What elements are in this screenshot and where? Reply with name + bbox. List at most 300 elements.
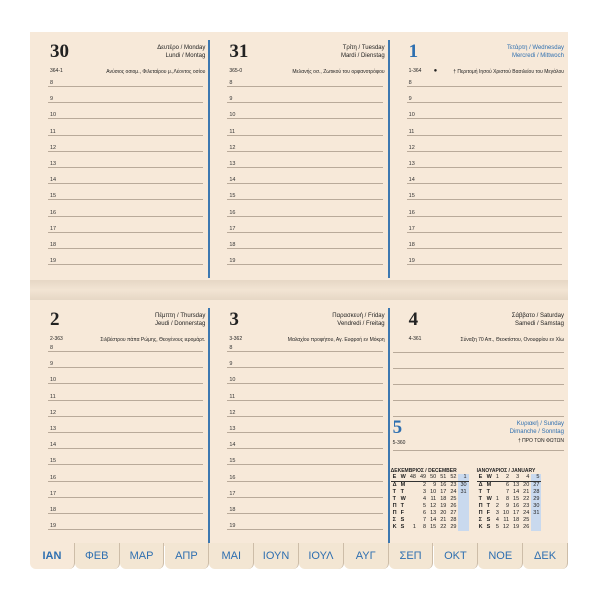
hour-label: 15 <box>408 193 415 200</box>
hour-label: 18 <box>50 242 57 248</box>
sunday-note: † ΠΡΟ ΤΩΝ ΦΩΤΩΝ <box>517 438 564 444</box>
hour-label: 12 <box>229 144 236 151</box>
hour-line <box>227 135 382 136</box>
mini-cal-cell: 2 <box>495 503 499 509</box>
mini-cal-cell: 10 <box>430 489 437 495</box>
hour-line <box>48 199 203 200</box>
mini-cal-cell: F <box>400 510 405 516</box>
hour-label: 11 <box>229 128 236 135</box>
day-number: 4 <box>408 309 419 330</box>
day-name: Τετάρτη / Wednesday <box>506 45 564 51</box>
day-names <box>155 312 205 328</box>
mini-cal-row <box>477 482 542 490</box>
hour-line <box>48 481 203 482</box>
hour-label: 10 <box>50 112 57 119</box>
day-name: Σάββατο / Saturday <box>511 313 564 319</box>
mini-cal-cell: 17 <box>440 489 447 495</box>
hour-label: 18 <box>408 242 415 248</box>
mini-cal-cell: 2 <box>423 482 427 488</box>
hour-line <box>227 513 382 514</box>
mini-cal-cell: 12 <box>430 503 437 509</box>
hour-label: 16 <box>50 209 57 216</box>
hour-line <box>227 102 382 103</box>
month-tabs <box>30 543 568 573</box>
mini-cal-cell <box>458 524 468 531</box>
mini-cal-week: E <box>477 474 485 482</box>
hour-line <box>227 183 382 184</box>
mini-cal-cell: S <box>486 517 491 523</box>
mini-cal-cell: 16 <box>440 482 447 488</box>
mini-cal-cell <box>408 510 418 517</box>
mini-cal-cell: Κ <box>478 524 483 530</box>
mini-cal-cell <box>531 517 541 524</box>
day-name: Lundi / Montag <box>165 53 206 59</box>
hour-label: 17 <box>50 225 57 232</box>
hour-label: 16 <box>229 474 236 481</box>
bottom-day-column <box>209 300 388 546</box>
hour-label: 11 <box>408 128 415 135</box>
hour-label: 17 <box>408 225 415 232</box>
hour-line <box>48 513 203 514</box>
mini-cal-row <box>391 503 469 510</box>
mini-cal-row <box>477 496 542 503</box>
hour-label: 13 <box>229 161 236 167</box>
hour-label: 17 <box>50 490 57 497</box>
hour-label: 18 <box>229 242 236 248</box>
mini-cal-cell: Σ <box>392 517 396 523</box>
month-tab-12[interactable]: ΔΕΚ <box>523 543 568 569</box>
bottom-day-column <box>30 300 209 546</box>
hour-label: 9 <box>229 96 233 103</box>
hour-label: 15 <box>229 193 236 200</box>
mini-cal-cell: Σ <box>478 517 482 523</box>
mini-cal-week: 50 <box>430 474 437 480</box>
mini-cal-cell: 21 <box>523 489 530 495</box>
mini-cal-title: ΙΑΝΟΥΑΡΙΟΣ / JANUARY <box>476 468 536 474</box>
mini-cal-cell <box>408 482 418 490</box>
mini-cal-row <box>391 510 469 517</box>
month-tab-9[interactable]: ΣΕΠ <box>389 543 434 569</box>
mini-cal-cell: 4 <box>423 496 427 502</box>
mini-cal-cell: 7 <box>423 517 427 523</box>
mini-cal-cell: Δ <box>478 482 483 488</box>
saturday-line <box>393 368 564 369</box>
hour-line <box>227 199 382 200</box>
mini-cal-week: 1 <box>495 474 499 480</box>
hour-label: 19 <box>50 258 57 265</box>
day-name: Παρασκευή / Friday <box>332 313 385 319</box>
mini-cal-week: 48 <box>409 474 416 480</box>
hour-line <box>48 448 203 449</box>
mini-cal-cell: 16 <box>513 503 520 509</box>
mini-cal-cell: 18 <box>513 517 520 523</box>
sunday-number: 5 <box>392 417 403 438</box>
hour-line <box>48 367 203 368</box>
mini-cal-cell: Τ <box>478 489 483 495</box>
mini-cal-cell: 27 <box>450 510 457 516</box>
mini-cal-cell: 5 <box>495 524 499 530</box>
hour-line <box>48 264 203 265</box>
hour-line <box>407 183 562 184</box>
day-name: Vendredi / Freitag <box>337 321 385 327</box>
mini-cal-row <box>391 517 469 524</box>
hour-label: 11 <box>50 128 56 135</box>
hour-line <box>407 151 562 152</box>
mini-cal-cell: 8 <box>505 496 510 502</box>
hour-label: 16 <box>408 209 415 216</box>
hour-line <box>227 248 382 249</box>
day-name: Samedi / Samstag <box>514 321 564 327</box>
hour-label: 8 <box>229 80 233 86</box>
mini-cal-cell: Τ <box>392 489 397 495</box>
month-tab-8[interactable]: ΑΥΓ <box>344 543 389 569</box>
hour-line <box>48 351 203 352</box>
mini-cal-cell: 25 <box>450 496 457 502</box>
mini-cal-cell: Π <box>478 503 483 509</box>
mini-cal-cell <box>531 524 541 531</box>
mini-cal-cell: 20 <box>523 482 530 488</box>
hour-label: 18 <box>229 507 236 513</box>
mini-cal-cell: 19 <box>440 503 447 509</box>
mini-cal-cell: 14 <box>430 517 437 523</box>
hour-line <box>227 232 382 233</box>
mini-cal-row <box>391 496 469 503</box>
hour-label: 13 <box>408 161 415 167</box>
month-tab-6[interactable]: ΙΟΥΝ <box>254 543 299 569</box>
mini-cal-cell: Π <box>478 510 483 516</box>
day-number: 31 <box>229 41 249 62</box>
sunday-line <box>393 450 564 451</box>
hour-label: 8 <box>229 345 233 351</box>
mini-cal-cell: 28 <box>450 517 457 523</box>
hour-line <box>407 135 562 136</box>
hour-label: 11 <box>229 393 236 400</box>
hour-label: 19 <box>50 523 57 530</box>
day-name: Jeudi / Donnerstag <box>154 321 206 327</box>
hour-label: 12 <box>50 144 57 151</box>
hour-line <box>48 102 203 103</box>
mini-cal-cell: 28 <box>533 489 540 495</box>
mini-cal-row <box>477 503 542 510</box>
day-count: 2-363 <box>50 336 63 342</box>
hour-label: 19 <box>408 258 415 265</box>
mini-cal-row <box>477 517 542 524</box>
hour-label: 15 <box>50 193 57 200</box>
month-tab-1[interactable]: ΙΑΝ <box>30 543 75 569</box>
mini-cal-cell: 31 <box>533 510 540 516</box>
mini-cal-cell: 29 <box>450 524 457 530</box>
bottom-page <box>30 300 568 546</box>
mini-cal-cell: 24 <box>523 510 530 516</box>
day-count: 364-1 <box>50 68 63 74</box>
hour-line <box>407 102 562 103</box>
mini-cal-cell: Π <box>392 510 397 516</box>
mini-cal-cell: 13 <box>513 482 520 488</box>
mini-cal-cell <box>458 510 468 517</box>
day-name: Πέμπτη / Thursday <box>155 313 206 319</box>
hour-label: 10 <box>408 112 415 119</box>
mini-cal-cell <box>408 503 418 510</box>
day-name: Mercredi / Mittwoch <box>511 53 564 59</box>
mini-cal-cell: 1 <box>412 524 416 530</box>
mini-cal-cell: T <box>486 503 491 509</box>
hour-label: 14 <box>408 177 415 184</box>
month-tab-3[interactable]: ΜΑΡ <box>120 543 165 569</box>
day-name: Mardi / Dienstag <box>340 53 385 59</box>
column-divider <box>388 308 390 544</box>
mini-calendar-december <box>391 468 469 531</box>
mini-cal-cell: 9 <box>433 482 437 488</box>
mini-cal-cell: 30 <box>533 503 540 509</box>
mini-cal-cell: 15 <box>513 496 520 502</box>
mini-cal-table <box>477 474 542 531</box>
saint-name: Σιλβέστρου πάπα Ρώμης, Θεογένους ιερομάρτ. <box>100 337 206 343</box>
hour-line <box>48 497 203 498</box>
day-names <box>507 44 564 60</box>
hour-label: 12 <box>50 409 57 416</box>
day-name: Τρίτη / Tuesday <box>342 45 385 51</box>
hour-line <box>48 383 203 384</box>
hour-label: 12 <box>408 144 415 151</box>
month-tab-2[interactable]: ΦΕΒ <box>75 543 120 569</box>
hour-label: 8 <box>408 80 412 86</box>
hour-line <box>48 86 203 87</box>
mini-cal-cell: 1 <box>495 496 499 502</box>
hour-label: 8 <box>50 345 54 351</box>
mini-cal-cell: F <box>486 510 491 516</box>
hour-line <box>407 199 562 200</box>
day-number: 30 <box>50 41 69 62</box>
mini-cal-week: 1 <box>458 474 468 482</box>
mini-cal-cell: 31 <box>460 489 467 495</box>
mini-cal-cell: 22 <box>523 496 530 502</box>
mini-cal-cell: 3 <box>423 489 427 495</box>
saint-name: Μελανής οσ., Ζωτικού του ορφανοτρόφου <box>292 69 385 75</box>
mini-cal-cell: S <box>486 524 491 530</box>
mini-cal-cell <box>458 503 468 510</box>
mini-cal-cell: W <box>400 496 406 502</box>
mini-cal-cell: 19 <box>513 524 520 530</box>
hour-line <box>227 86 382 87</box>
hour-label: 13 <box>50 426 57 432</box>
hour-line <box>407 167 562 168</box>
day-names <box>341 44 385 60</box>
mini-cal-week: 51 <box>440 474 447 480</box>
mini-cal-cell <box>408 496 418 503</box>
mini-cal-cell: 25 <box>523 517 530 523</box>
saturday-line <box>393 416 564 417</box>
mini-cal-cell: 8 <box>423 524 427 530</box>
hour-line <box>227 432 382 433</box>
mini-cal-cell: T <box>486 489 491 495</box>
mini-cal-row <box>391 524 469 531</box>
hour-label: 9 <box>50 361 54 368</box>
hour-line <box>48 183 203 184</box>
day-count: 365-0 <box>229 68 243 74</box>
hour-line <box>227 464 382 465</box>
hour-line <box>227 216 382 217</box>
mini-cal-row <box>477 510 542 517</box>
hour-line <box>227 167 382 168</box>
hour-line <box>227 400 382 401</box>
hour-label: 14 <box>50 177 57 184</box>
hour-line <box>48 432 203 433</box>
day-names <box>512 312 564 328</box>
mini-cal-cell: M <box>400 482 406 488</box>
mini-cal-row <box>477 524 542 531</box>
mini-cal-cell: 6 <box>423 510 427 516</box>
mini-cal-cell <box>408 489 418 496</box>
mini-cal-week: 52 <box>450 474 457 480</box>
mini-cal-cell: 9 <box>505 503 510 509</box>
mini-cal-row <box>477 489 542 496</box>
hour-label: 10 <box>229 112 236 119</box>
hour-line <box>227 351 382 352</box>
mini-cal-header <box>391 474 469 482</box>
mini-cal-week: 3 <box>511 474 521 482</box>
mini-cal-cell: Π <box>392 503 397 509</box>
hour-line <box>407 118 562 119</box>
mini-cal-cell: 10 <box>502 510 510 516</box>
hour-label: 8 <box>50 80 54 86</box>
mini-cal-table <box>391 474 469 531</box>
mini-cal-week: W <box>400 474 406 480</box>
mini-cal-week: W <box>486 474 492 480</box>
hour-line <box>407 216 562 217</box>
hour-label: 12 <box>229 409 236 416</box>
saint-name: Σύναξη 70 Απ., Θεοκτίστου, Ονουφρίου εν Χίω <box>460 337 564 343</box>
mini-cal-cell: 15 <box>430 524 437 530</box>
day-number: 3 <box>229 309 239 330</box>
column-divider <box>388 40 390 278</box>
mini-cal-cell: S <box>400 524 405 530</box>
hour-line <box>227 383 382 384</box>
hour-label: 14 <box>229 177 236 184</box>
saturday-line <box>393 352 564 353</box>
hour-label: 14 <box>50 442 57 449</box>
day-number: 1 <box>408 41 419 62</box>
hour-label: 17 <box>229 225 236 232</box>
mini-cal-cell <box>408 517 418 524</box>
saint-name: † Περιτομή Ιησού Χριστού Βασιλείου του Μεγάλου <box>453 69 564 75</box>
mini-cal-cell: Κ <box>392 524 397 530</box>
month-tab-5[interactable]: ΜΑΙ <box>209 543 254 569</box>
top-day-column <box>209 32 388 280</box>
hour-label: 19 <box>229 258 236 265</box>
column-divider <box>208 40 210 278</box>
mini-cal-week: 4 <box>521 474 531 482</box>
mini-cal-cell: T <box>400 489 405 495</box>
hour-label: 9 <box>50 96 54 103</box>
hour-label: 16 <box>229 209 236 216</box>
mini-cal-cell: 11 <box>503 517 510 523</box>
mini-cal-cell: W <box>486 496 492 502</box>
mini-cal-row <box>391 489 469 496</box>
top-day-column <box>389 32 568 280</box>
hour-line <box>227 529 382 530</box>
mini-cal-cell: 14 <box>513 489 520 495</box>
hour-line <box>48 529 203 530</box>
column-divider <box>208 308 210 544</box>
month-tab-10[interactable]: ΟΚΤ <box>434 543 479 569</box>
mini-cal-cell: 3 <box>495 510 499 516</box>
sunday-count: 5-360 <box>392 440 406 446</box>
saturday-line <box>393 400 564 401</box>
mini-cal-cell <box>494 482 501 490</box>
hour-line <box>227 497 382 498</box>
saint-name: Ανύσιος οσιομ., Φιλεταίρου μ.,Λέοντος οσίου <box>106 69 206 75</box>
hour-line <box>48 216 203 217</box>
mini-cal-cell: 26 <box>523 524 530 530</box>
mini-cal-cell: 18 <box>440 496 447 502</box>
hour-line <box>407 264 562 265</box>
day-count: 1-364 <box>408 68 422 74</box>
hour-line <box>48 464 203 465</box>
hour-label: 11 <box>50 393 56 400</box>
hour-label: 15 <box>229 458 236 465</box>
hour-line <box>227 367 382 368</box>
month-tab-7[interactable]: ΙΟΥΛ <box>299 543 344 569</box>
mini-cal-cell: 20 <box>440 510 447 516</box>
mini-cal-cell: 23 <box>450 482 457 488</box>
mini-cal-header <box>477 474 542 482</box>
hour-label: 19 <box>229 523 236 530</box>
hour-label: 14 <box>229 442 236 449</box>
mini-cal-week: 2 <box>501 474 511 482</box>
mini-cal-cell: 4 <box>495 517 499 523</box>
mini-cal-cell: S <box>400 517 405 523</box>
month-tab-4[interactable]: ΑΠΡ <box>165 543 210 569</box>
hour-line <box>48 400 203 401</box>
day-number: 2 <box>50 309 60 330</box>
hour-line <box>227 448 382 449</box>
mini-cal-cell <box>458 496 468 503</box>
mini-cal-cell: Τ <box>478 496 483 502</box>
mini-cal-cell: 13 <box>430 510 437 516</box>
hour-line <box>48 118 203 119</box>
mini-cal-cell: 21 <box>440 517 447 523</box>
hour-label: 10 <box>50 377 57 384</box>
hour-label: 18 <box>50 507 57 513</box>
saturday-line <box>393 384 564 385</box>
mini-cal-cell: Τ <box>392 496 397 502</box>
mini-cal-cell: 6 <box>505 482 510 488</box>
mini-cal-cell: 22 <box>440 524 447 530</box>
hour-label: 13 <box>229 426 236 432</box>
mini-cal-cell <box>458 517 468 524</box>
hour-line <box>227 416 382 417</box>
hour-line <box>407 232 562 233</box>
mini-calendar-january <box>477 468 542 531</box>
mini-cal-cell: Δ <box>392 482 397 488</box>
mini-cal-cell: 5 <box>423 503 427 509</box>
hour-line <box>227 151 382 152</box>
day-name: Δευτέρο / Monday <box>157 45 206 51</box>
mini-cal-cell: 7 <box>505 489 510 495</box>
mini-cal-row <box>391 482 469 490</box>
hour-label: 16 <box>50 474 57 481</box>
hour-line <box>48 232 203 233</box>
mini-cal-week: 5 <box>531 474 541 482</box>
month-tab-11[interactable]: ΝΟΕ <box>478 543 523 569</box>
hour-label: 9 <box>408 96 412 103</box>
hour-label: 13 <box>50 161 57 167</box>
mini-cal-cell: 27 <box>533 482 540 488</box>
top-page <box>30 32 568 280</box>
day-names <box>332 312 384 328</box>
hour-line <box>48 248 203 249</box>
hour-label: 15 <box>50 458 57 465</box>
